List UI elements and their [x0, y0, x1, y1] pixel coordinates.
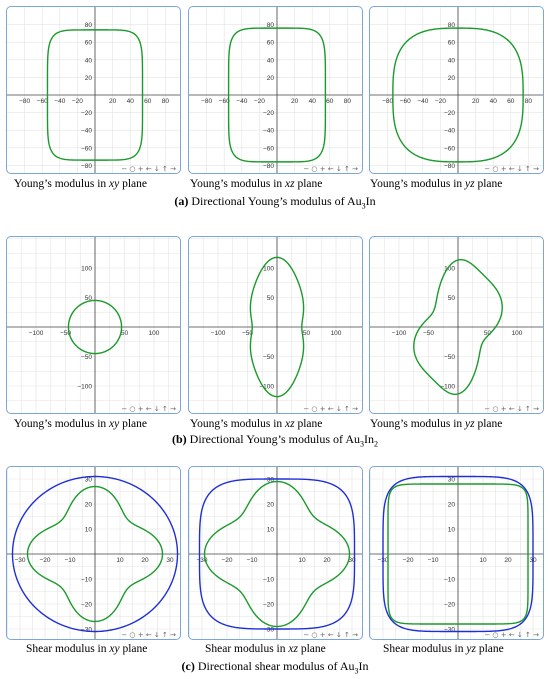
polar-plot: [7, 467, 181, 640]
x-tick-label: −80: [382, 98, 394, 105]
panel-b-xy: [6, 236, 181, 414]
x-tick-label: −80: [201, 98, 213, 105]
panel-a-xz: [188, 6, 363, 174]
polar-plot: [370, 467, 544, 640]
panel-caption: Young’s modulus in xz plane: [190, 418, 323, 430]
grid: [370, 467, 544, 640]
y-tick-label: −60: [262, 145, 274, 153]
x-tick-label: −60: [218, 98, 230, 105]
y-tick-label: 20: [84, 501, 92, 509]
panel-caption: Young’s modulus in xy plane: [14, 178, 148, 190]
y-tick-label: 80: [447, 22, 455, 30]
panel-caption: Shear modulus in xz plane: [205, 643, 326, 655]
nav-controls: − ○ + ← ↓ ↑ →: [121, 631, 176, 639]
y-tick-label: 20: [266, 74, 274, 82]
y-tick-label: −20: [443, 110, 455, 118]
x-tick-label: −50: [241, 330, 254, 337]
x-tick-label: 20: [323, 557, 331, 564]
polar-plot: [370, 7, 544, 174]
y-tick-label: 40: [266, 57, 274, 65]
grid: [189, 467, 363, 640]
polar-plot: [189, 7, 363, 174]
y-tick-label: 30: [84, 476, 92, 484]
x-tick-label: 10: [479, 557, 487, 564]
y-tick-label: −100: [440, 383, 455, 391]
x-tick-label: 60: [144, 98, 152, 105]
grid: [7, 467, 181, 640]
polar-plot: [7, 237, 181, 414]
figure-caption-a: (a) Directional Young’s modulus of $Au_3In$: [174, 194, 376, 211]
x-tick-label: −100: [28, 330, 44, 337]
x-tick-label: 50: [120, 330, 129, 337]
caption-text: Directional Young’s modulus of: [191, 194, 347, 208]
nav-controls: − ○ + ← ↓ ↑ →: [121, 405, 176, 413]
x-tick-label: −30: [377, 557, 389, 564]
y-tick-label: −60: [80, 145, 92, 153]
x-tick-label: 20: [108, 98, 117, 105]
x-tick-label: −20: [253, 98, 265, 105]
y-tick-label: −50: [262, 354, 274, 361]
y-tick-label: −80: [262, 162, 274, 170]
y-tick-label: −30: [262, 626, 274, 634]
nav-controls: − ○ + ← ↓ ↑ →: [484, 405, 539, 413]
x-tick-label: 20: [471, 98, 480, 105]
x-tick-label: −20: [71, 98, 83, 105]
x-tick-label: −20: [434, 98, 446, 105]
x-tick-label: −40: [236, 98, 248, 105]
figure-caption-b: (b) Directional Young’s modulus of $Au_3In_2$: [171, 432, 378, 449]
panel-c-xy: [6, 466, 181, 640]
y-tick-label: −30: [80, 626, 92, 634]
polar-plot: [189, 237, 363, 414]
x-tick-label: 80: [343, 98, 352, 105]
panel-caption: Young’s modulus in xz plane: [190, 178, 323, 190]
nav-controls: − ○ + ← ↓ ↑ →: [121, 165, 176, 173]
y-tick-label: 10: [447, 526, 455, 534]
x-tick-label: −20: [39, 557, 51, 564]
y-tick-label: −50: [443, 354, 455, 361]
y-tick-label: −100: [77, 383, 92, 391]
y-tick-label: −20: [262, 110, 274, 118]
y-tick-label: 10: [84, 526, 92, 534]
y-tick-label: 10: [266, 526, 274, 534]
nav-controls: − ○ + ← ↓ ↑ →: [303, 165, 358, 173]
y-tick-label: 100: [263, 265, 274, 273]
y-tick-label: −40: [443, 127, 455, 135]
polar-plot: [7, 7, 181, 174]
y-tick-label: 20: [447, 74, 455, 82]
x-tick-label: −10: [64, 557, 76, 564]
y-tick-label: 30: [266, 476, 274, 484]
x-tick-label: 100: [330, 330, 342, 337]
y-tick-label: 80: [266, 22, 274, 30]
nav-controls: − ○ + ← ↓ ↑ →: [484, 631, 539, 639]
panel-caption: Young’s modulus in yz plane: [370, 418, 503, 430]
x-tick-label: 10: [116, 557, 124, 564]
nav-controls: − ○ + ← ↓ ↑ →: [484, 165, 539, 173]
x-tick-label: 40: [489, 98, 497, 105]
y-tick-label: 20: [84, 74, 92, 82]
panel-caption: Shear modulus in xy plane: [26, 643, 148, 655]
x-tick-label: 30: [529, 557, 537, 564]
x-tick-label: 80: [524, 98, 533, 105]
y-tick-label: −30: [443, 626, 455, 634]
panel-c-xz: [188, 466, 363, 640]
x-tick-label: −50: [422, 330, 435, 337]
y-tick-label: 80: [84, 22, 92, 30]
y-tick-label: 20: [447, 501, 455, 509]
x-tick-label: 100: [148, 330, 160, 337]
y-tick-label: −20: [262, 601, 274, 609]
grid: [189, 237, 363, 414]
x-tick-label: 50: [483, 330, 492, 337]
x-tick-label: 20: [504, 557, 512, 564]
polar-plot: [189, 467, 363, 640]
x-tick-label: 30: [348, 557, 356, 564]
x-tick-label: 60: [507, 98, 515, 105]
y-tick-label: −20: [80, 110, 92, 118]
y-tick-label: −40: [80, 127, 92, 135]
y-tick-label: −100: [259, 383, 274, 391]
x-tick-label: −40: [417, 98, 429, 105]
x-tick-label: −100: [391, 330, 407, 337]
figure-caption-c: (c) Directional shear modulus of $Au_3In$: [181, 659, 369, 676]
grid: [7, 237, 181, 414]
panel-a-yz: [369, 6, 544, 174]
x-tick-label: −100: [210, 330, 226, 337]
x-tick-label: −20: [221, 557, 233, 564]
x-tick-label: −80: [19, 98, 31, 105]
y-tick-label: 20: [266, 501, 274, 509]
y-tick-label: −10: [443, 576, 455, 584]
y-tick-label: −10: [80, 576, 92, 584]
y-tick-label: 40: [447, 57, 455, 65]
y-tick-label: 40: [84, 57, 92, 65]
x-tick-label: −50: [59, 330, 72, 337]
x-tick-label: 30: [166, 557, 174, 564]
x-tick-label: −40: [54, 98, 66, 105]
x-tick-label: −60: [36, 98, 48, 105]
panel-caption: Young’s modulus in xy plane: [14, 418, 148, 430]
x-tick-label: 40: [126, 98, 134, 105]
y-tick-label: 30: [447, 476, 455, 484]
panel-caption: Young’s modulus in yz plane: [370, 178, 503, 190]
x-tick-label: −20: [402, 557, 414, 564]
y-tick-label: −20: [443, 601, 455, 609]
grid: [189, 7, 363, 174]
grid: [370, 237, 544, 414]
x-tick-label: 50: [302, 330, 311, 337]
y-tick-label: −80: [80, 162, 92, 170]
nav-controls: − ○ + ← ↓ ↑ →: [303, 631, 358, 639]
panel-b-yz: [369, 236, 544, 414]
grid: [7, 7, 181, 174]
x-tick-label: 60: [326, 98, 334, 105]
y-tick-label: 50: [84, 295, 92, 302]
nav-controls: − ○ + ← ↓ ↑ →: [303, 405, 358, 413]
x-tick-label: −10: [246, 557, 258, 564]
y-tick-label: −50: [80, 354, 92, 361]
panel-caption: Shear modulus in yz plane: [383, 643, 504, 655]
y-tick-label: 60: [447, 39, 455, 47]
y-tick-label: −80: [443, 162, 455, 170]
x-tick-label: 100: [511, 330, 523, 337]
x-tick-label: 20: [141, 557, 149, 564]
x-tick-label: 40: [308, 98, 316, 105]
x-tick-label: −30: [196, 557, 208, 564]
y-tick-label: 100: [81, 265, 92, 273]
x-tick-label: 80: [161, 98, 170, 105]
x-tick-label: −60: [399, 98, 411, 105]
y-tick-label: 50: [266, 295, 274, 302]
y-tick-label: 50: [447, 295, 455, 302]
x-tick-label: −10: [427, 557, 439, 564]
panel-c-yz: [369, 466, 544, 640]
y-tick-label: 100: [444, 265, 455, 273]
panel-a-xy: [6, 6, 181, 174]
y-tick-label: −10: [262, 576, 274, 584]
x-tick-label: 20: [290, 98, 299, 105]
x-tick-label: 10: [298, 557, 306, 564]
y-tick-label: 60: [84, 39, 92, 47]
y-tick-label: −60: [443, 145, 455, 153]
y-tick-label: −20: [80, 601, 92, 609]
polar-plot: [370, 237, 544, 414]
panel-b-xz: [188, 236, 363, 414]
grid: [370, 7, 544, 174]
y-tick-label: 60: [266, 39, 274, 47]
y-tick-label: −40: [262, 127, 274, 135]
x-tick-label: −30: [14, 557, 26, 564]
